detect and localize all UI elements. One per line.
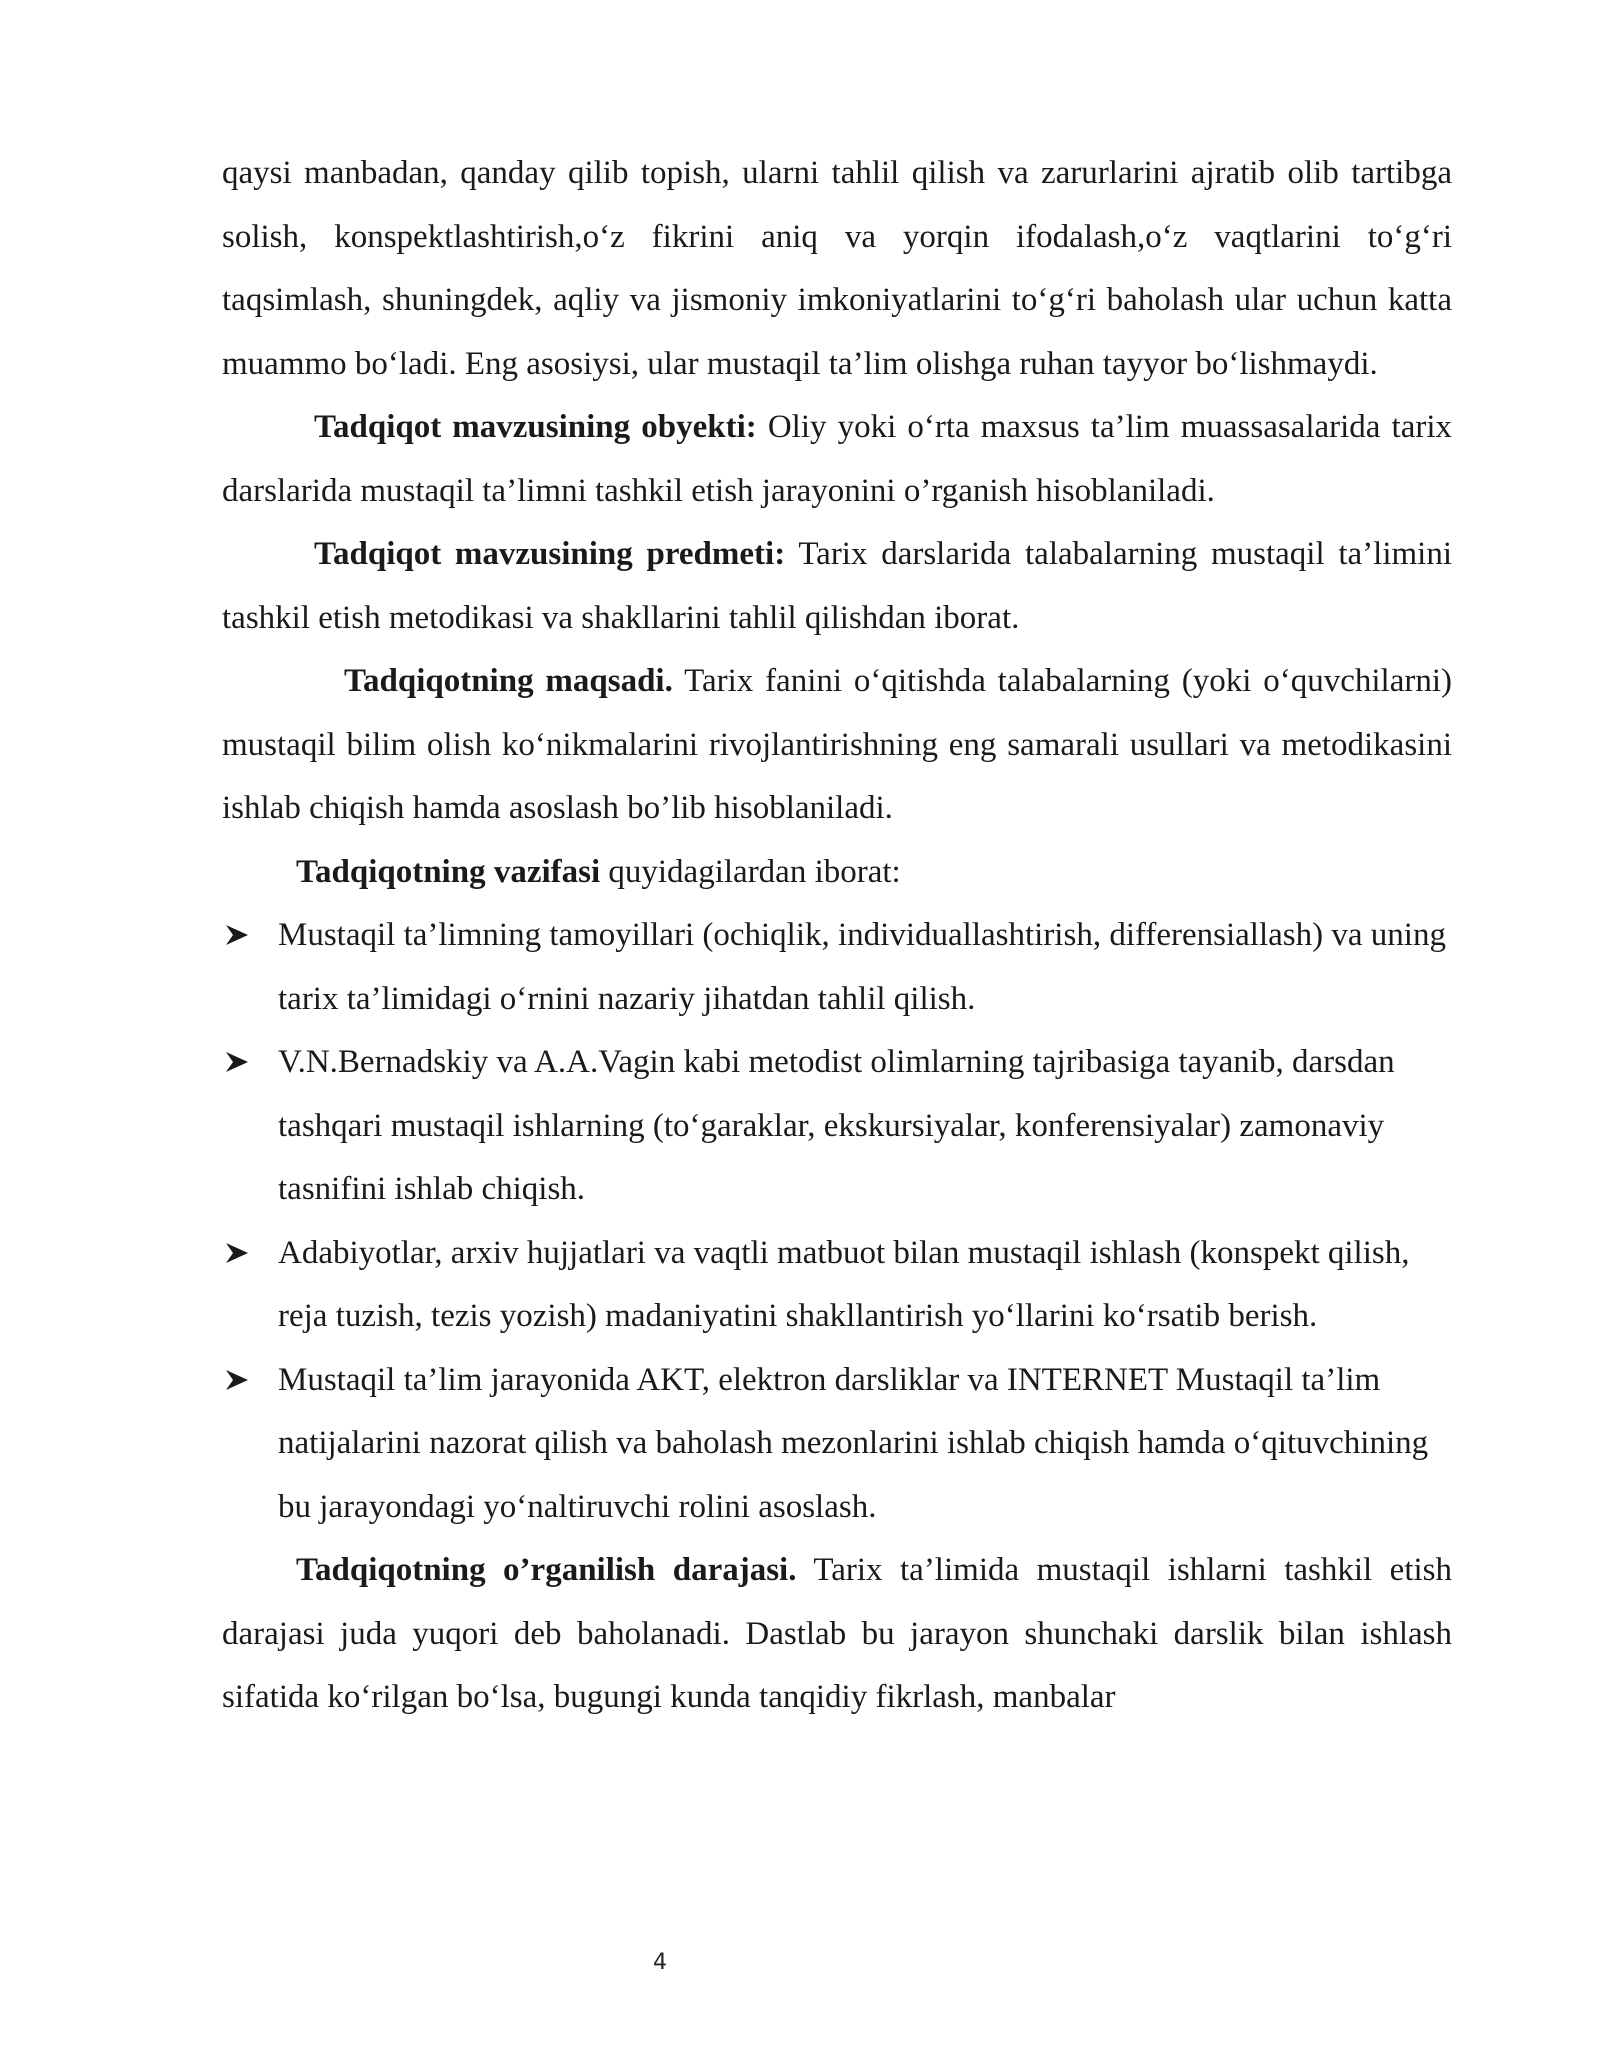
document-page <box>222 142 1452 1730</box>
task-text: Adabiyotlar, arxiv hujjatlari va vaqtli matbuot bilan mustaqil ishlash (konspekt qilish, reja tuzish, tezis yozish) madaniyatini shakllantirish yo‘llarini ko‘rsatib berish. <box>278 1234 1410 1334</box>
list-item <box>222 1222 1452 1349</box>
list-item <box>222 904 1452 1031</box>
research-tasks-list <box>222 904 1452 1539</box>
research-subject-label: Tadqiqot mavzusining predmeti: <box>314 536 786 572</box>
list-item <box>222 1349 1452 1540</box>
task-text: Mustaqil ta’limning tamoyillari (ochiqlik, individuallashtirish, differensiallash) va uning tarix ta’limidagi o‘rnini nazariy jihatdan tahlil qilish. <box>278 917 1446 1017</box>
arrowhead-bullet-icon <box>222 1349 252 1413</box>
research-goal-label: Tadqiqotning maqsadi. <box>344 663 673 699</box>
arrowhead-bullet-icon <box>222 1222 252 1286</box>
research-tasks-text: quyidagilardan iborat: <box>600 853 901 890</box>
research-subject-paragraph <box>222 523 1452 650</box>
task-text: Mustaqil ta’lim jarayonida AKT, elektron darsliklar va INTERNET Mustaqil ta’lim natijalarini nazorat qilish va baholash mezonlarini ishlab chiqish hamda o‘qituvchining bu jarayondagi yo‘naltiruvchi rolini asoslash. <box>278 1361 1429 1525</box>
research-tasks-label: Tadqiqotning vazifasi <box>296 853 601 890</box>
research-object-text: Oliy yoki o‘rta maxsus ta’lim muassasalarida tarix darslarida mustaqil ta’limni tashkil etish jarayonini o’rganish hisoblaniladi. <box>222 409 1453 509</box>
research-degree-text: Tarix ta’limida mustaqil ishlarni tashkil etish darajasi juda yuqori deb baholanadi. Dastlab bu jarayon shunchaki darslik bilan ishlash sifatida ko‘rilgan bo‘lsa, bugungi kunda tanqidiy fikrlash, manbalar <box>222 1552 1453 1715</box>
research-object-label: Tadqiqot mavzusining obyekti: <box>314 409 757 445</box>
research-goal-text: Tarix fanini o‘qitishda talabalarning (yoki o‘quvchilarni) mustaqil bilim olish ko‘nikmalarini rivojlantirishning eng samarali usullari va metodikasini ishlab chiqish hamda asoslash bo’lib hisoblaniladi. <box>222 663 1452 826</box>
arrowhead-bullet-icon <box>222 1031 252 1095</box>
task-text: V.N.Bernadskiy va A.A.Vagin kabi metodist olimlarning tajribasiga tayanib, darsdan tashqari mustaqil ishlarning (to‘garaklar, ekskursiyalar, konferensiyalar) zamonaviy tasnifini ishlab chiqish. <box>278 1044 1395 1207</box>
arrowhead-bullet-icon <box>222 904 252 968</box>
research-degree-paragraph <box>222 1539 1452 1730</box>
research-subject-text: Tarix darslarida talabalarning mustaqil ta’limini tashkil etish metodikasi va shakllarini tahlil qilishdan iborat. <box>222 536 1452 636</box>
research-degree-label: Tadqiqotning o’rganilish darajasi. <box>296 1552 797 1588</box>
research-goal-paragraph <box>222 650 1452 841</box>
intro-paragraph: qaysi manbadan, qanday qilib topish, ularni tahlil qilish va zarurlarini ajratib olib tartibga solish, konspektlashtirish,o‘z fikrini aniq va yorqin ifodalash,o‘z vaqtlarini to‘g‘ri taqsimlash, shuningdek, aqliy va jismoniy imkoniyatlarini to‘g‘ri baholash ular uchun katta muammo bo‘ladi. Eng asosiysi, ular mustaqil ta’lim olishga ruhan tayyor bo‘lishmaydi. <box>222 155 1452 382</box>
research-tasks-intro <box>222 841 1452 905</box>
list-item <box>222 1031 1452 1222</box>
research-object-paragraph <box>222 396 1452 523</box>
page-number: 4 <box>653 1950 667 1975</box>
